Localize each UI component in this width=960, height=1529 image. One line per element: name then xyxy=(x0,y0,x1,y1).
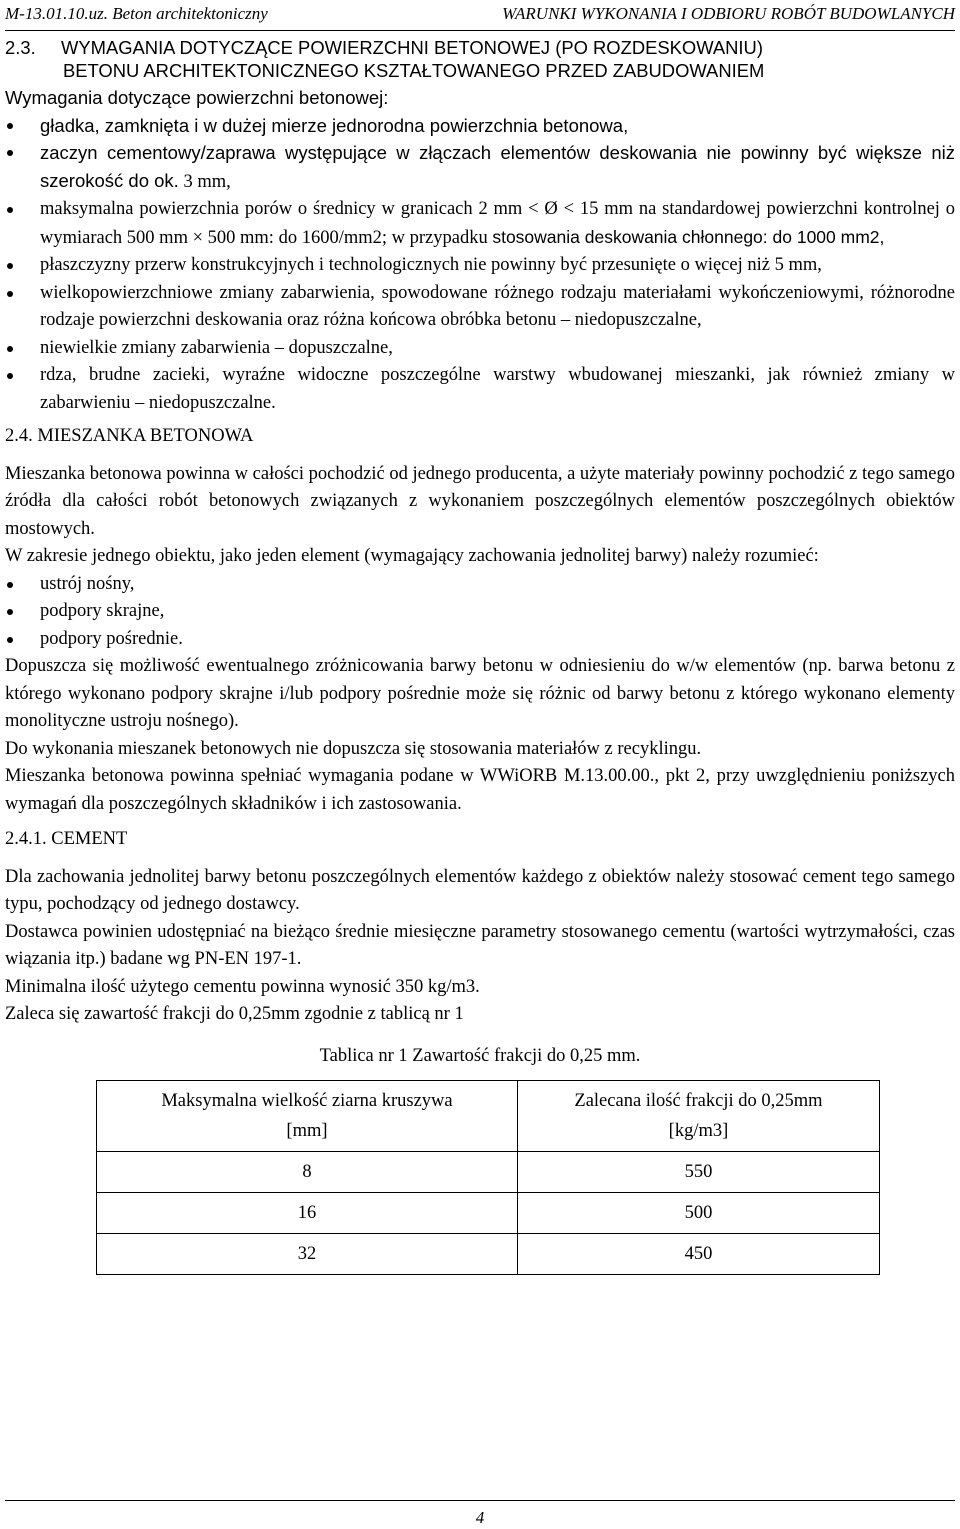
list-item: podpory skrajne, xyxy=(5,598,955,626)
list-item xyxy=(5,362,955,417)
section-2-4-paragraph-2: W zakresie jednego obiektu, jako jeden element (wymagający zachowania jednolitej barwy) należy rozumieć: xyxy=(5,546,819,566)
footer-divider xyxy=(5,1500,955,1501)
list-item-text: gładka, zamknięta i w dużej mierze jednorodna powierzchnia betonowa, xyxy=(40,114,629,136)
list-item-text: zaczyn cementowy/zaprawa występujące w złączach elementów deskowania nie powinny być większe niż szerokość do ok. xyxy=(40,142,955,191)
header-document-code: M-13.01.10.uz. Beton architektoniczny xyxy=(5,4,268,23)
list-item xyxy=(5,139,955,196)
list-item-text: maksymalna powierzchnia porów o średnicy w granicach 2 mm < Ø < 15 mm na standardowej powierzchni kontrolnej o wymiarach 500 mm × 500 mm: do 1600/mm2; w przypadku xyxy=(40,199,955,248)
list-item-text: niewielkie zmiany zabarwienia – dopuszczalne, xyxy=(40,337,393,358)
section-2-4-1-paragraph-1: Dla zachowania jednolitej barwy betonu poszczególnych elementów każdego z obiektów należy stosować cement tego samego typu, pochodzący od jednego dostawcy. xyxy=(5,866,955,914)
section-2-4-1-paragraph-3: Minimalna ilość użytego cementu powinna wynosić 350 kg/m3. xyxy=(5,976,480,997)
fraction-content-table xyxy=(96,1080,880,1275)
section-2-4-elements-list xyxy=(5,571,955,654)
list-item xyxy=(5,280,955,335)
table-row xyxy=(97,1152,880,1193)
cell-grain-size: 8 xyxy=(97,1152,518,1193)
cell-grain-size: 32 xyxy=(97,1234,518,1275)
column-header-grain-size xyxy=(97,1081,518,1152)
list-item xyxy=(5,196,955,252)
table-row xyxy=(97,1234,880,1275)
page-content xyxy=(5,36,955,1275)
section-2-4-1-heading: 2.4.1. CEMENT xyxy=(5,829,128,849)
section-2-3-heading xyxy=(5,36,955,82)
section-2-4-paragraph-3: Dopuszcza się możliwość ewentualnego zróżnicowania barwy betonu w odniesieniu do w/w elementów (np. barwa betonu z którego wykonano podpory skrajne i/lub podpory pośrednie może się różnic od barwy betonu z którego wykonano elementy monolityczne ustroju nośnego). xyxy=(5,656,955,731)
section-2-4-paragraph-5: Mieszanka betonowa powinna spełniać wymagania podane w WWiORB M.13.00.00., pkt 2, przy uwzględnieniu poniższych wymagań dla poszczególnych składników i ich zastosowania. xyxy=(5,766,955,814)
column-header-unit: [kg/m3] xyxy=(668,1121,729,1141)
section-2-4-1-paragraph-4: Zaleca się zawartość frakcji do 0,25mm zgodnie z tablicą nr 1 xyxy=(5,1004,464,1024)
list-item: ustrój nośny, xyxy=(5,571,955,599)
header-document-title: WARUNKI WYKONANIA I ODBIORU ROBÓT BUDOWLANYCH xyxy=(502,4,955,23)
list-item-text-suffix: 3 mm, xyxy=(178,171,231,192)
list-item-text-continuation: stosowania deskowania chłonnego: do 1000 mm2, xyxy=(492,226,885,247)
table-header-row xyxy=(97,1081,880,1152)
table-caption: Tablica nr 1 Zawartość frakcji do 0,25 mm. xyxy=(319,1045,641,1066)
section-2-3-requirements-list xyxy=(5,112,955,418)
table-row xyxy=(97,1193,880,1234)
list-item: podpory pośrednie. xyxy=(5,626,955,654)
cell-fraction-amount: 450 xyxy=(517,1234,879,1275)
section-2-3-number: 2.3. xyxy=(5,37,36,58)
list-item-text: płaszczyzny przerw konstrukcyjnych i technologicznych nie powinny być przesunięte o więcej niż 5 mm, xyxy=(40,255,822,275)
section-2-4-heading: 2.4. MIESZANKA BETONOWA xyxy=(5,426,254,446)
column-header-fraction-amount xyxy=(517,1081,879,1152)
column-header-line: Zalecana ilość frakcji do 0,25mm xyxy=(574,1091,823,1111)
column-header-unit: [mm] xyxy=(286,1121,328,1141)
list-item-text: wielkopowierzchniowe zmiany zabarwienia, spowodowane różnego rodzaju materiałami wykończeniowymi, różnorodne rodzaje powierzchni deskowania oraz różna końcowa obróbka betonu – niedopuszczalne, xyxy=(40,282,955,330)
page-number: 4 xyxy=(475,1508,485,1527)
cell-grain-size: 16 xyxy=(97,1193,518,1234)
list-item-text: rdza, brudne zacieki, wyraźne widoczne poszczególne warstwy wbudowanej mieszanki, jak również zmiany w zabarwieniu – niedopuszczalne. xyxy=(40,365,955,413)
list-item xyxy=(5,112,955,140)
list-item xyxy=(5,335,955,363)
section-2-4-paragraph-4: Do wykonania mieszanek betonowych nie dopuszcza się stosowania materiałów z recyklingu. xyxy=(5,738,702,759)
column-header-line: Maksymalna wielkość ziarna kruszywa xyxy=(161,1091,453,1111)
cell-fraction-amount: 500 xyxy=(517,1193,879,1234)
section-2-3-title-line2: BETONU ARCHITEKTONICZNEGO KSZTAŁTOWANEGO PRZED ZABUDOWANIEM xyxy=(63,60,765,81)
page-header xyxy=(5,4,955,31)
section-2-4-paragraph-1: Mieszanka betonowa powinna w całości pochodzić od jednego producenta, a użyte materiały powinny pochodzić z tego samego źródła dla całości robót betonowych związanych z wykonaniem poszczególnych elementów poszczególnych obiektów mostowych. xyxy=(5,463,955,539)
section-2-3-title-line1: WYMAGANIA DOTYCZĄCE POWIERZCHNI BETONOWEJ (PO ROZDESKOWANIU) xyxy=(61,37,763,58)
cell-fraction-amount: 550 xyxy=(517,1152,879,1193)
section-2-4-1-paragraph-2: Dostawca powinien udostępniać na bieżąco średnie miesięczne parametry stosowanego cementu (wartości wytrzymałości, czas wiązania itp.) badane wg PN-EN 197-1. xyxy=(5,921,955,969)
list-item xyxy=(5,252,955,280)
section-2-3-intro: Wymagania dotyczące powierzchni betonowej: xyxy=(5,87,389,108)
